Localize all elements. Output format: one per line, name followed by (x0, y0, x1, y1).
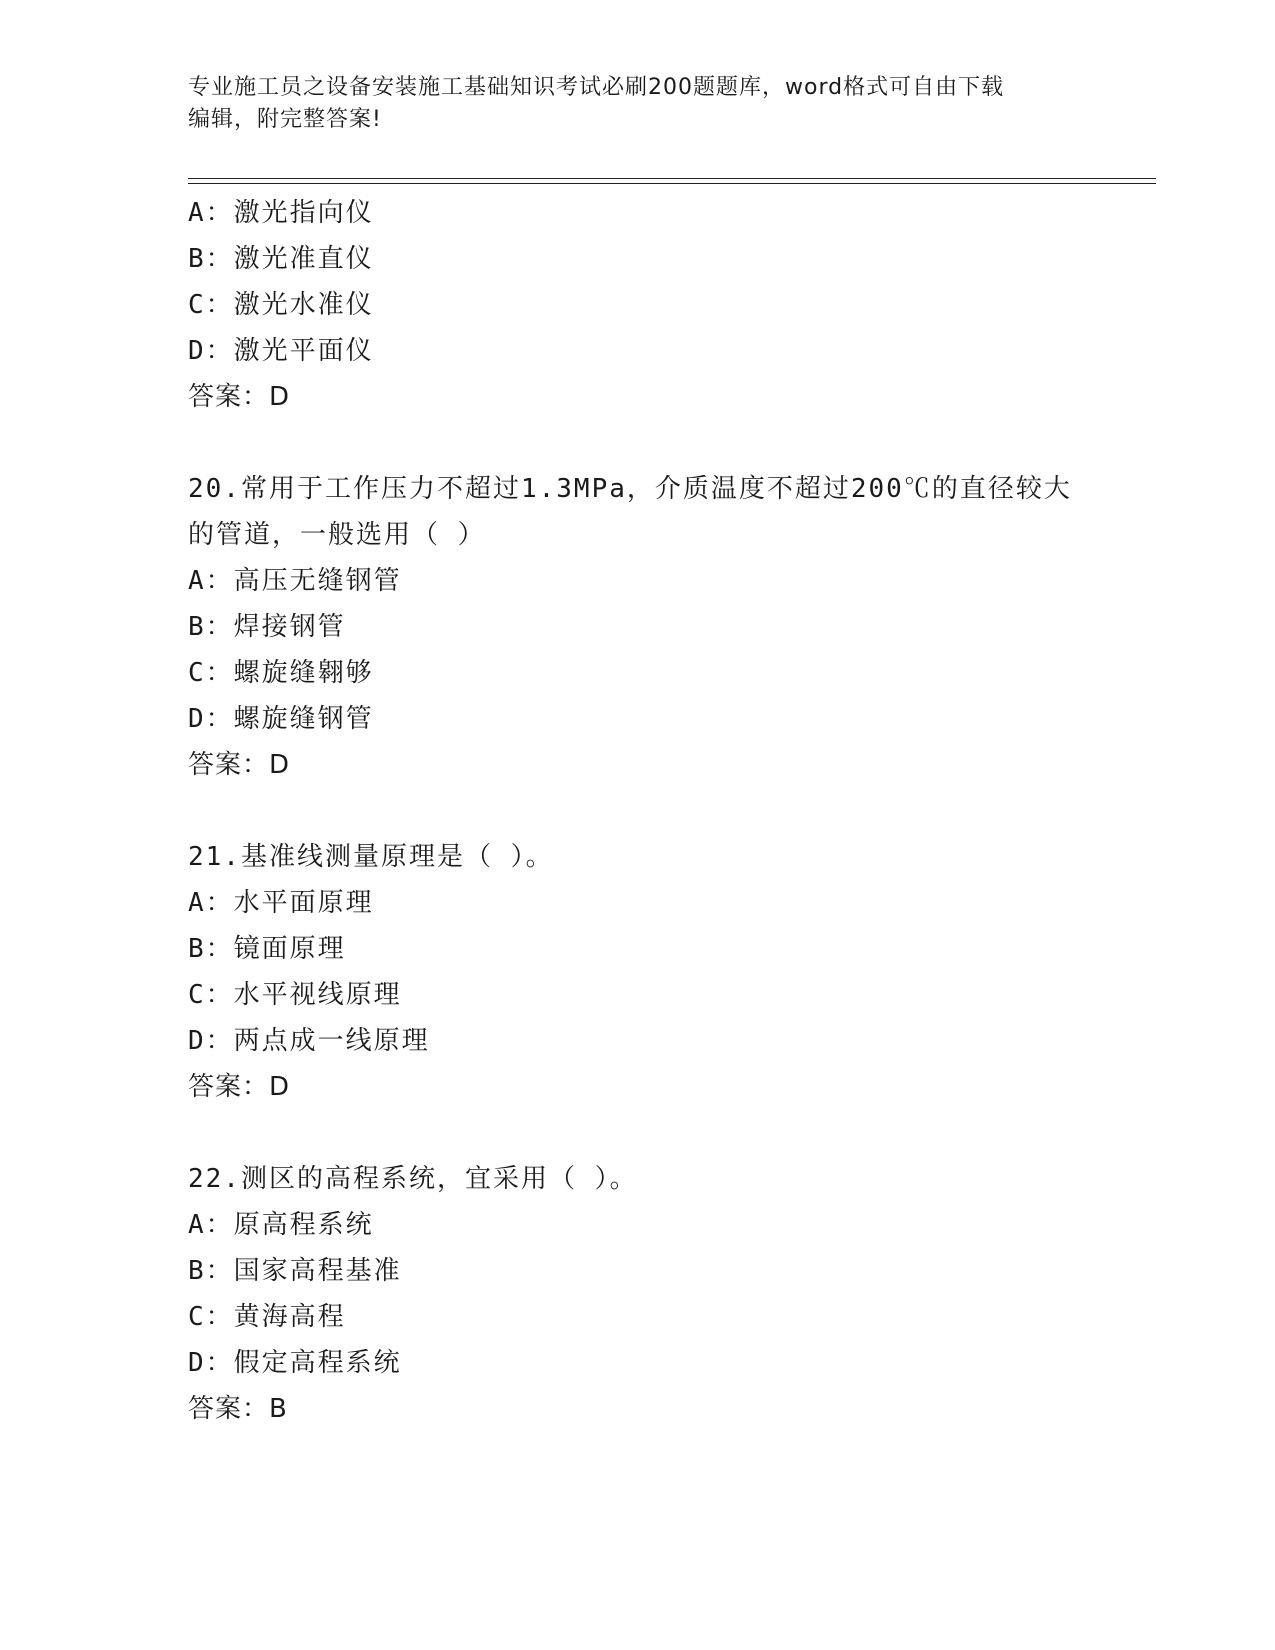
option-text: 水平面原理 (233, 888, 374, 918)
spacer (188, 1110, 1088, 1156)
answer-line: 答案：D (188, 1072, 291, 1102)
option-text: 激光指向仪 (233, 198, 374, 228)
option-text: 假定高程系统 (233, 1348, 402, 1378)
option-text: 高压无缝钢管 (233, 566, 402, 596)
option-letter: A： (188, 566, 234, 596)
answer-line: 答案：D (188, 382, 291, 412)
option-letter: B： (188, 612, 234, 642)
option-letter: D： (188, 1026, 234, 1056)
option-a (188, 880, 1088, 926)
option-letter: D： (188, 1348, 234, 1378)
option-letter: C： (188, 658, 234, 688)
option-letter: A： (188, 1210, 234, 1240)
question-stem: 21.基准线测量原理是（ ）。 (188, 842, 554, 872)
header-line-2: 编辑，附完整答案! (188, 107, 382, 132)
option-text: 螺旋缝翱够 (233, 658, 374, 688)
question-22-block (188, 1156, 1088, 1432)
option-d (188, 1340, 1088, 1386)
document-header (188, 72, 1088, 136)
option-c (188, 650, 1088, 696)
option-text: 两点成一线原理 (233, 1026, 430, 1056)
answer-line: 答案：D (188, 750, 291, 780)
option-letter: C： (188, 1302, 234, 1332)
option-text: 激光平面仪 (233, 336, 374, 366)
option-text: 螺旋缝钢管 (233, 704, 374, 734)
spacer (188, 420, 1088, 466)
answer-line: 答案：B (188, 1394, 288, 1424)
option-c (188, 972, 1088, 1018)
question-21-block (188, 834, 1088, 1110)
option-text: 国家高程基准 (233, 1256, 402, 1286)
option-a (188, 1202, 1088, 1248)
option-d (188, 328, 1088, 374)
spacer (188, 788, 1088, 834)
option-letter: A： (188, 198, 234, 228)
option-b (188, 926, 1088, 972)
header-rule-top (188, 178, 1156, 179)
option-d (188, 696, 1088, 742)
question-20-block (188, 466, 1088, 788)
option-a (188, 558, 1088, 604)
option-b (188, 1248, 1088, 1294)
question-stem: 20.常用于工作压力不超过1.3MPa，介质温度不超过200℃的直径较大的管道，一般选用（ ） (188, 474, 1072, 550)
option-text: 激光水准仪 (233, 290, 374, 320)
option-letter: B： (188, 1256, 234, 1286)
question-19-block (188, 190, 1088, 420)
header-rule-bottom (188, 183, 1156, 184)
question-stem: 22.测区的高程系统，宜采用（ ）。 (188, 1164, 638, 1194)
option-text: 水平视线原理 (233, 980, 402, 1010)
option-letter: C： (188, 290, 234, 320)
option-letter: A： (188, 888, 234, 918)
option-b (188, 604, 1088, 650)
option-c (188, 282, 1088, 328)
option-letter: D： (188, 704, 234, 734)
option-a (188, 190, 1088, 236)
option-letter: D： (188, 336, 234, 366)
option-text: 镜面原理 (233, 934, 346, 964)
option-text: 激光准直仪 (233, 244, 374, 274)
header-line-1: 专业施工员之设备安装施工基础知识考试必刷200题题库，word格式可自由下载 (188, 75, 1005, 100)
option-letter: C： (188, 980, 234, 1010)
option-letter: B： (188, 244, 234, 274)
option-text: 焊接钢管 (233, 612, 346, 642)
option-text: 原高程系统 (233, 1210, 374, 1240)
option-text: 黄海高程 (233, 1302, 346, 1332)
option-d (188, 1018, 1088, 1064)
option-c (188, 1294, 1088, 1340)
option-letter: B： (188, 934, 234, 964)
question-list (188, 190, 1088, 1432)
option-b (188, 236, 1088, 282)
